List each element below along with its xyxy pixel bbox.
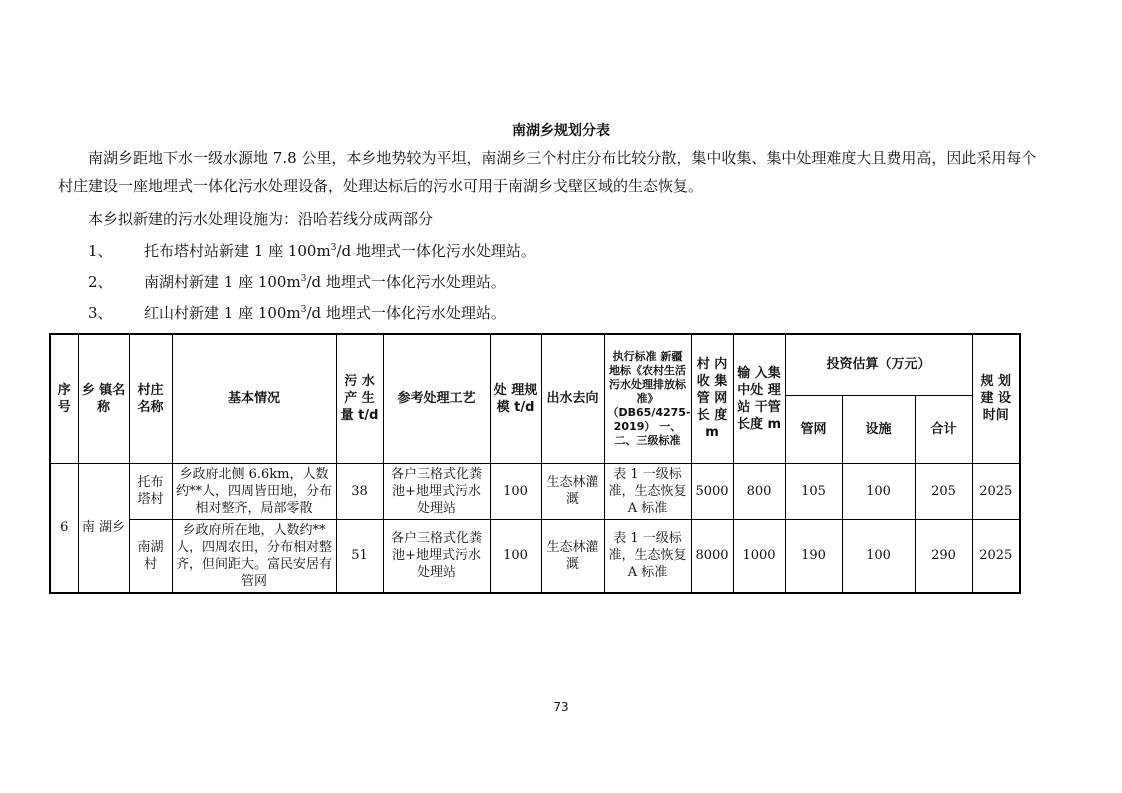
intro-paragraph: 南湖乡距地下水一级水源地 7.8 公里，本乡地势较为平坦，南湖乡三个村庄分布比较分散，集中收集、集中处理难度大且费用高，因此采用每个村庄建设一座地埋式一体化污水处理设备，处理达标后的污水可用于南湖乡戈壁区域的生态恢复。 <box>58 149 1037 195</box>
facility-paragraph: 本乡拟新建的污水处理设施为：沿哈若线分成两部分 <box>88 210 434 228</box>
table-row <box>50 519 1020 593</box>
document-title: 南湖乡规划分表 <box>512 123 610 139</box>
cell-facility: 100 <box>842 519 915 593</box>
header-outlet: 出水去向 <box>541 334 604 463</box>
header-process: 参考处理工艺 <box>383 334 490 463</box>
header-village: 村庄名称 <box>129 334 172 463</box>
list-item: 2、 南湖村新建 1 座 $100m^3/d$ 地埋式一体化污水处理站。 <box>88 273 506 291</box>
header-sewage: 污 水产 生量 t/d <box>336 334 383 463</box>
list-item: 1、 托布塔村站新建 1 座 $100m^3/d$ 地埋式一体化污水处理站。 <box>88 242 536 260</box>
page-number: 73 <box>553 700 569 714</box>
list-item-number: 1、 <box>88 242 113 260</box>
header-inner-pipe: 村 内收 集管 网长 度 m <box>691 334 733 463</box>
cell-scale: 100 <box>490 519 541 593</box>
cell-village: 南湖村 <box>129 519 172 593</box>
cell-trunk-pipe: 800 <box>733 463 785 519</box>
header-facility: 设施 <box>842 395 915 463</box>
table-row <box>50 463 1020 519</box>
cell-basic: 乡政府北侧 6.6km，人数约**人，四周皆田地，分布相对整齐，局部零散 <box>172 463 336 519</box>
cell-standard: 表 1 一级标准，生态恢复 A 标准 <box>604 519 691 593</box>
list-item-number: 2、 <box>88 273 113 291</box>
cell-village: 托布塔村 <box>129 463 172 519</box>
cell-facility: 100 <box>842 463 915 519</box>
cell-total: 290 <box>915 519 972 593</box>
cell-time: 2025 <box>972 463 1020 519</box>
cell-pipe: 105 <box>785 463 842 519</box>
planning-table <box>49 333 1021 594</box>
header-investment: 投资估算（万元） <box>785 334 972 395</box>
header-standard: 执行标准 新疆地标《农村生活污水处理排放标准》（DB65/4275-2019） 一、二、三级标准 <box>604 334 691 463</box>
cell-process: 各户三格式化粪池+地埋式污水处理站 <box>383 519 490 593</box>
cell-town: 南 湖乡 <box>78 463 129 593</box>
header-seq: 序号 <box>50 334 78 463</box>
cell-basic: 乡政府所在地，人数约**人，四周农田，分布相对整齐，但间距大。富民安居有管网 <box>172 519 336 593</box>
header-total: 合计 <box>915 395 972 463</box>
cell-sewage: 38 <box>336 463 383 519</box>
header-time: 规 划建 设时间 <box>972 334 1020 463</box>
cell-pipe: 190 <box>785 519 842 593</box>
cell-sewage: 51 <box>336 519 383 593</box>
cell-standard: 表 1 一级标准，生态恢复 A 标准 <box>604 463 691 519</box>
header-town: 乡 镇名称 <box>78 334 129 463</box>
cell-outlet: 生态林灌溉 <box>541 463 604 519</box>
cell-total: 205 <box>915 463 972 519</box>
header-pipe: 管网 <box>785 395 842 463</box>
header-trunk-pipe: 输 入集 中处 理站 干管 长度 m <box>733 334 785 463</box>
cell-inner-pipe: 8000 <box>691 519 733 593</box>
cell-time: 2025 <box>972 519 1020 593</box>
cell-scale: 100 <box>490 463 541 519</box>
list-item-number: 3、 <box>88 304 113 322</box>
cell-inner-pipe: 5000 <box>691 463 733 519</box>
cell-seq: 6 <box>50 463 78 593</box>
list-item: 3、 红山村新建 1 座 $100m^3/d$ 地埋式一体化污水处理站。 <box>88 304 506 322</box>
cell-trunk-pipe: 1000 <box>733 519 785 593</box>
cell-outlet: 生态林灌溉 <box>541 519 604 593</box>
header-basic: 基本情况 <box>172 334 336 463</box>
cell-process: 各户三格式化粪池+地埋式污水处理站 <box>383 463 490 519</box>
header-scale: 处 理规 模 t/d <box>490 334 541 463</box>
